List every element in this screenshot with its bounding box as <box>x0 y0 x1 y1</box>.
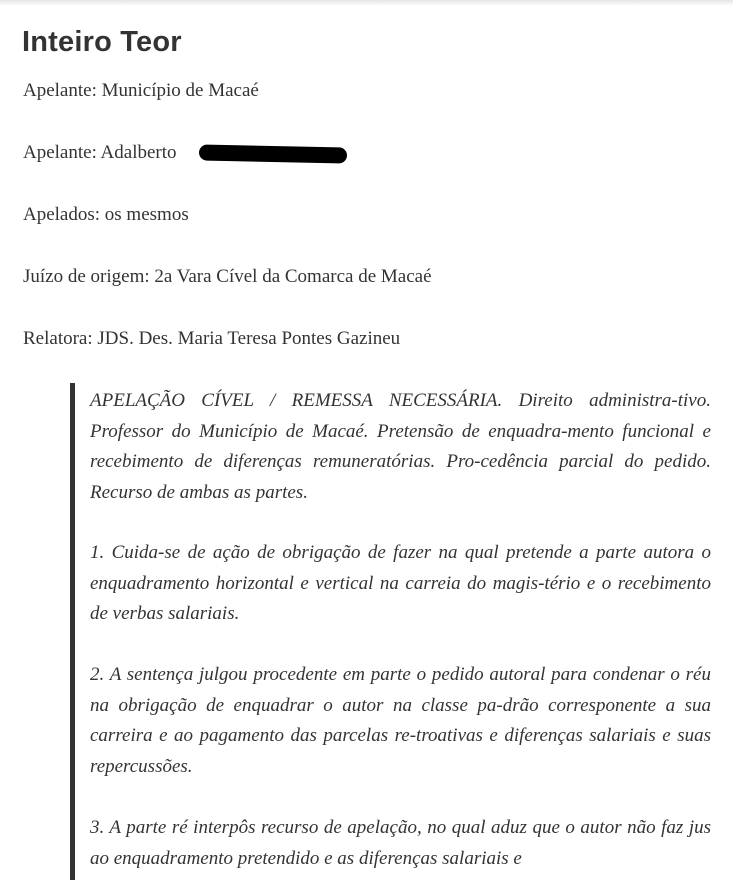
appellees: Apelados: os mesmos <box>23 204 189 225</box>
page-title: Inteiro Teor <box>22 26 182 58</box>
ementa-paragraph-1: 1. Cuida-se de ação de obrigação de fazer na qual pretende a parte autora o enquadramento horizontal e vertical na carreia do magis-tério e o recebimento de verbas salariais. <box>90 542 711 624</box>
appellant-2: Apelante: Adalberto <box>23 142 177 163</box>
ementa-heading-paragraph: APELAÇÃO CÍVEL / REMESSA NECESSÁRIA. Direito administra-tivo. Professor do Município de Macaé. Pretensão de enquadra-mento funcional e recebimento de diferenças remuneratórias. Pro-cedência parcial do pedido. Recurso de ambas as partes. <box>90 390 711 503</box>
court-of-origin: Juízo de origem: 2a Vara Cível da Comarca de Macaé <box>23 266 432 287</box>
ementa-paragraph-3: 3. A parte ré interpôs recurso de apelação, no qual aduz que o autor não faz jus ao enquadramento pretendido e as diferenças salariais e <box>90 817 711 869</box>
appellant-1: Apelante: Município de Macaé <box>23 80 259 101</box>
rapporteur: Relatora: JDS. Des. Maria Teresa Pontes Gazineu <box>23 328 401 349</box>
ementa-paragraph-2: 2. A sentença julgou procedente em parte o pedido autoral para condenar o réu na obrigação de enquadrar o autor na classe pa-drão corresponente a sua carreira e ao pagamento das parcelas re-troativas e diferenças salariais e suas repercussões. <box>90 664 711 777</box>
blockquote-bar <box>70 383 75 880</box>
top-shadow <box>0 0 733 6</box>
redaction-mark <box>199 144 347 163</box>
